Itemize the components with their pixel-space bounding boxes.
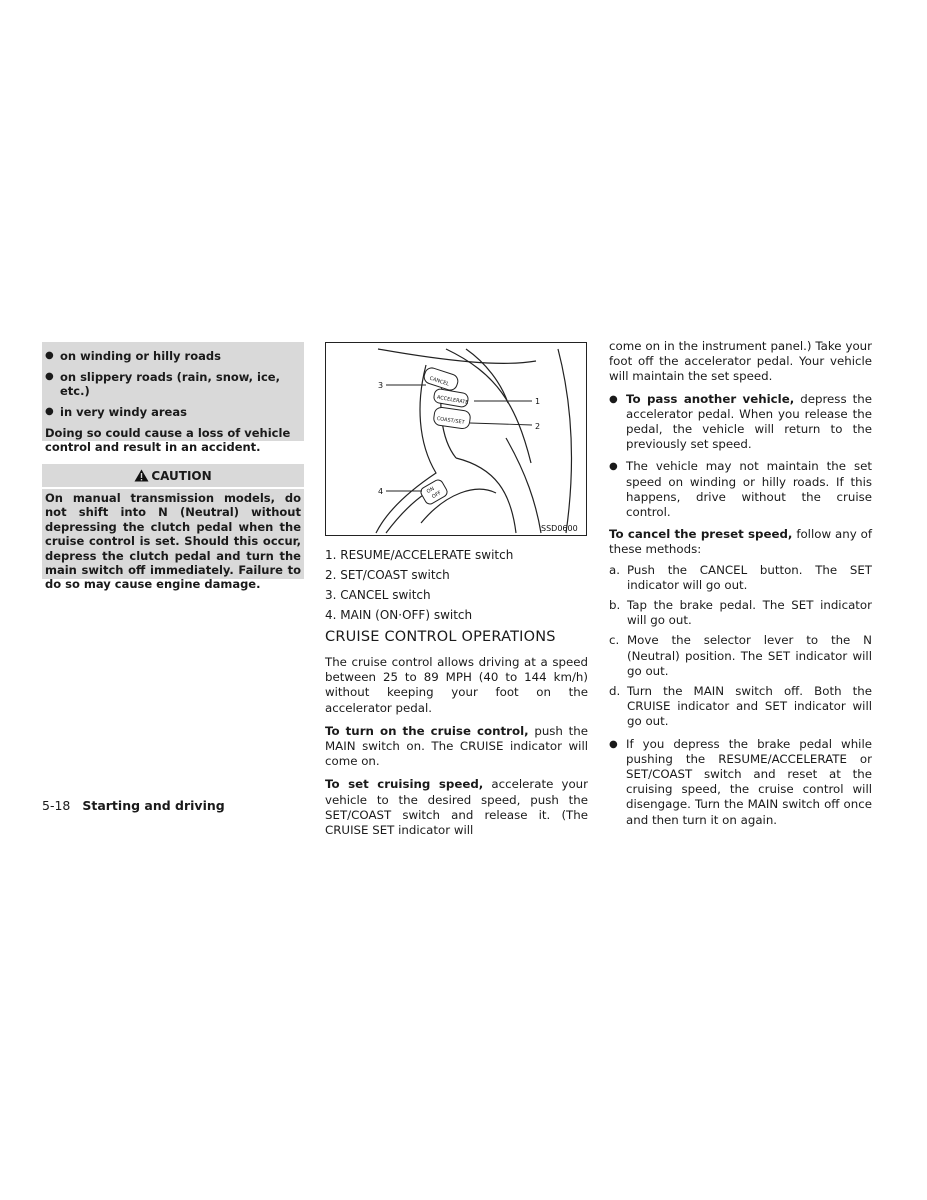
bullet-item: ● in very windy areas [45, 405, 301, 419]
cancel-text: follow any of these methods: [609, 527, 872, 557]
caution-title: CAUTION [151, 468, 212, 483]
bullet-item: ● on winding or hilly roads [45, 349, 301, 363]
section-heading: CRUISE CONTROL OPERATIONS [325, 629, 556, 645]
step-text: Tap the brake pedal. The SET indicator will go out. [627, 598, 872, 628]
warning-triangle-icon [134, 469, 149, 482]
step-label: a. [609, 562, 620, 577]
caution-box [42, 464, 304, 592]
callout-4: 4 [378, 487, 384, 496]
figure-code: SSD0600 [541, 524, 578, 533]
caution-header [42, 464, 304, 489]
list-item: 2. SET/COAST switch [325, 568, 450, 582]
continued-paragraph: come on in the instrument panel.) Take your foot off the accelerator pedal. Your vehicle will maintain the set speed. [609, 339, 872, 384]
page-number: 5-18 [42, 798, 71, 813]
bullet-brake-disengage: ● If you depress the brake pedal while pushing the RESUME/ACCELERATE or SET/COAST switch and reset at the cruising speed, the cruise control will disengage. Turn the MAIN switch off once and then turn it on again. [609, 737, 872, 828]
set-speed-text: accelerate your vehicle to the desired speed, push the SET/COAST switch and release it. (The CRUISE SET indicator will [325, 777, 589, 838]
set-speed-paragraph [325, 777, 588, 838]
cancel-button-label: CANCEL [428, 375, 450, 388]
intro-paragraph: The cruise control allows driving at a speed between 25 to 89 MPH (40 to 144 km/h) without keeping your foot on the accelerator pedal. [325, 655, 588, 715]
step-item [609, 684, 872, 730]
callout-3: 3 [378, 381, 384, 390]
callout-1: 1 [535, 397, 541, 406]
step-label: b. [609, 598, 621, 613]
warning-text: Doing so could cause a loss of vehicle control and result in an accident. [45, 426, 291, 454]
step-text: Turn the MAIN switch off. Both the CRUISE indicator and SET indicator will go out. [627, 684, 872, 729]
bullet-item: ● on slippery roads (rain, snow, ice, etc.) [45, 370, 301, 398]
pass-lead: To pass another vehicle, [626, 391, 795, 406]
section-name: Starting and driving [82, 798, 225, 813]
warning-box [42, 342, 304, 454]
step-item [609, 633, 872, 679]
accelerate-button-label: ACCELERATE [436, 394, 469, 407]
cancel-lead: To cancel the preset speed, [609, 527, 793, 542]
step-text: Move the selector lever to the N (Neutral) position. The SET indicator will go out. [627, 633, 872, 678]
step-label: d. [609, 684, 621, 699]
turn-on-text: push the MAIN switch on. The CRUISE indicator will come on. [325, 723, 588, 769]
steering-wheel-illustration [326, 343, 586, 535]
step-text: Push the CANCEL button. The SET indicator will go out. [627, 562, 872, 592]
set-speed-lead: To set cruising speed, [325, 777, 484, 792]
list-item: 4. MAIN (ON·OFF) switch [325, 608, 473, 622]
caution-text: On manual transmission models, do not shift into N (Neutral) without depressing the clutch pedal when the cruise control is set. Should this occur, depress the clutch pedal and turn the main switch off immediately. Failure to do so may cause engine damage. [45, 491, 301, 592]
middle-body [325, 655, 588, 838]
switch-list [325, 548, 587, 623]
step-item [609, 598, 872, 628]
page-footer [42, 798, 225, 813]
steering-switch-figure [325, 342, 587, 536]
list-item: 1. RESUME/ACCELERATE switch [325, 548, 514, 562]
cancel-paragraph [609, 527, 872, 557]
bullet-hilly-roads: ● The vehicle may not maintain the set speed on winding or hilly roads. If this happens, drive without the cruise control. [609, 459, 872, 520]
list-item: 3. CANCEL switch [325, 588, 431, 602]
bullet-pass-vehicle [609, 392, 872, 453]
turn-on-lead: To turn on the cruise control, [325, 723, 529, 738]
off-button-label: OFF [431, 490, 443, 501]
coast-set-button-label: COAST/SET [436, 415, 465, 426]
on-button-label: ON [425, 485, 436, 495]
step-label: c. [609, 633, 620, 648]
step-item [609, 563, 872, 593]
turn-on-paragraph [325, 724, 588, 770]
callout-2: 2 [535, 422, 541, 431]
pass-text: depress the accelerator pedal. When you release the pedal, the vehicle will return to the previously set speed. [626, 391, 872, 452]
right-body [609, 339, 872, 828]
